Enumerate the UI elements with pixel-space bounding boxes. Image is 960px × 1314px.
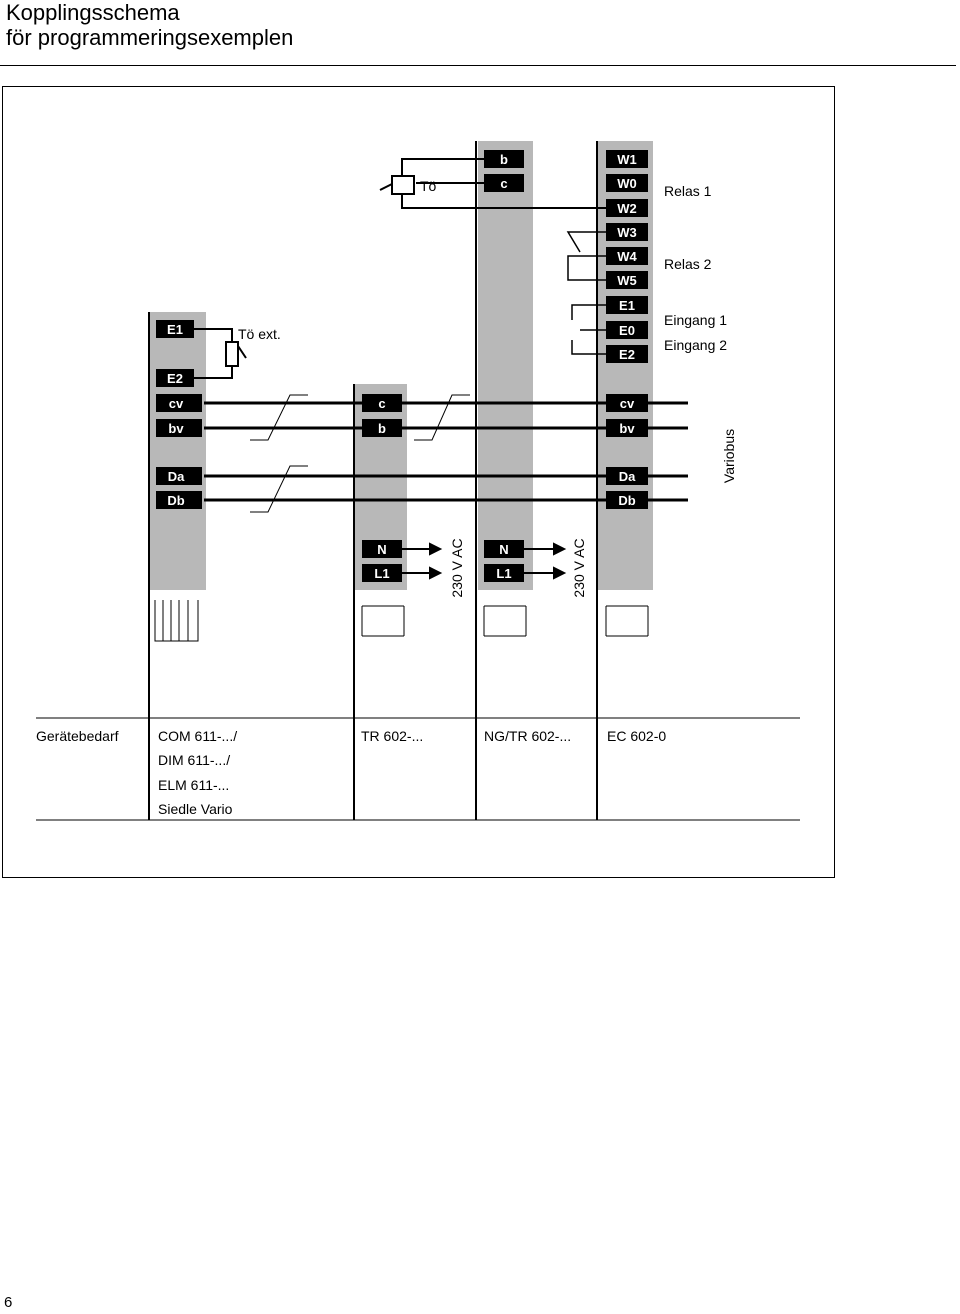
terminal-com-bv-label: bv [168,421,184,436]
label-sensor-to: Tö [420,178,437,194]
module-symbols [155,600,648,641]
terminal-com-e1-label: E1 [167,322,183,337]
ng-module-symbol [484,606,526,636]
title-line-2: för programmeringsexemplen [6,25,294,50]
terminal-ec-w0-label: W0 [617,176,637,191]
label-bus: Variobus [721,428,737,484]
terminal-com-db-label: Db [167,493,185,508]
ec-device: EC 602-0 [607,728,667,744]
terminal-tr-l1-label: L1 [374,566,390,581]
terminal-ec-w2-label: W2 [617,201,637,216]
terminal-tr-c-label: c [378,396,386,411]
terminal-ng-b-label: b [500,152,508,167]
com-device-2: DIM 611-.../ [158,752,231,768]
ec-module-symbol [606,606,648,636]
terminal-ng-l1-label: L1 [496,566,512,581]
tr-device: TR 602-... [361,728,424,744]
terminal-com-cv-label: cv [168,396,184,411]
tr-module-symbol [362,606,404,636]
rail-tr [355,384,407,590]
terminal-ec-cv-label: cv [619,396,635,411]
ng-device: NG/TR 602-... [484,728,572,744]
terminal-ec-w1-label: W1 [617,152,637,167]
label-input-1: Eingang 1 [664,312,728,328]
terminal-ec-w4-label: W4 [617,249,637,264]
com-device-4: Siedle Vario [158,801,233,817]
com-device-1: COM 611-.../ [158,728,238,744]
terminal-com-da-label: Da [167,469,185,484]
com-module-symbol [155,600,198,641]
device-requirements [36,728,666,817]
terminal-ec-bv-label: bv [619,421,635,436]
terminal-ec-e2-label: E2 [619,347,635,362]
label-input-2: Eingang 2 [664,337,728,353]
label-sensor-to-ext: Tö ext. [238,326,281,342]
terminal-tr-b-label: b [378,421,386,436]
label-relay-2: Relas 2 [664,256,712,272]
label-supply-ng: 230 V AC [571,538,587,598]
terminal-tr-n-label: N [377,542,387,557]
terminal-ec-w3-label: W3 [617,225,637,240]
terminal-ec-w5-label: W5 [617,273,637,288]
terminal-ec-da-label: Da [618,469,636,484]
terminal-ng-n-label: N [499,542,509,557]
label-relay-1: Relas 1 [664,183,712,199]
terminal-ec-e0-label: E0 [619,323,635,338]
rail-com [150,312,206,590]
com-device-3: ELM 611-... [158,777,230,793]
terminal-ec-e1-label: E1 [619,298,635,313]
terminal-ec-db-label: Db [618,493,636,508]
terminal-ng-c-label: c [500,176,508,191]
requirements-header: Gerätebedarf [36,728,119,744]
terminal-com-e2-label: E2 [167,371,183,386]
page-number: 6 [4,1294,13,1311]
label-supply-tr: 230 V AC [449,538,465,598]
title-line-1: Kopplingsschema [6,0,180,25]
